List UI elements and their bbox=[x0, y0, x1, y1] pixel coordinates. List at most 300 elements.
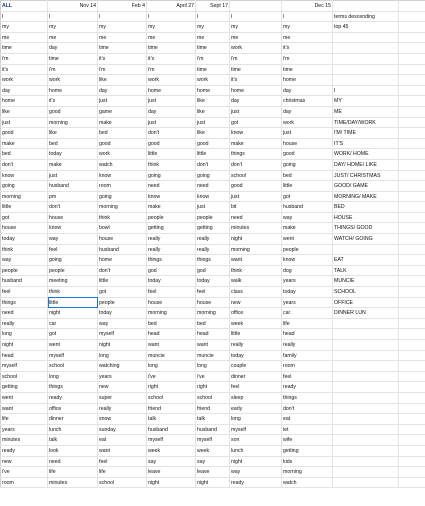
cell-B35[interactable]: school bbox=[48, 361, 98, 372]
cell-G40[interactable]: eat bbox=[282, 414, 333, 425]
cell-F7[interactable]: time bbox=[230, 64, 282, 75]
cell-C6[interactable]: it's bbox=[98, 53, 147, 64]
cell-H42[interactable] bbox=[333, 435, 399, 446]
cell-A23[interactable]: today bbox=[1, 234, 48, 245]
cell-H10[interactable]: MY bbox=[333, 96, 399, 107]
cell-E41[interactable]: husband bbox=[196, 424, 230, 435]
cell-B25[interactable]: going bbox=[48, 255, 98, 266]
cell-A22[interactable]: house bbox=[1, 223, 48, 234]
cell-A36[interactable]: school bbox=[1, 371, 48, 382]
cell-F2[interactable]: I bbox=[230, 11, 282, 22]
cell-G27[interactable]: years bbox=[282, 276, 333, 287]
cell-E30[interactable]: morning bbox=[196, 308, 230, 319]
cell-B38[interactable]: ready bbox=[48, 392, 98, 403]
cell-I1[interactable] bbox=[399, 1, 425, 12]
cell-F9[interactable]: home bbox=[230, 85, 282, 96]
cell-H33[interactable] bbox=[333, 340, 399, 351]
cell-F24[interactable]: morning bbox=[230, 244, 282, 255]
cell-G35[interactable]: room bbox=[282, 361, 333, 372]
cell-D36[interactable]: i've bbox=[147, 371, 196, 382]
cell-H29[interactable]: OFFICE bbox=[333, 297, 399, 308]
cell-A43[interactable]: ready bbox=[1, 445, 48, 456]
cell-A10[interactable]: home bbox=[1, 96, 48, 107]
cell-I7[interactable] bbox=[399, 64, 425, 75]
cell-I38[interactable] bbox=[399, 392, 425, 403]
cell-D33[interactable]: want bbox=[147, 340, 196, 351]
cell-G29[interactable]: years bbox=[282, 297, 333, 308]
cell-C20[interactable]: morning bbox=[98, 202, 147, 213]
cell-B17[interactable]: just bbox=[48, 170, 98, 181]
cell-I10[interactable] bbox=[399, 96, 425, 107]
cell-C17[interactable]: know bbox=[98, 170, 147, 181]
cell-F22[interactable]: minutes bbox=[230, 223, 282, 234]
cell-G41[interactable]: let bbox=[282, 424, 333, 435]
cell-E8[interactable]: work bbox=[196, 75, 230, 86]
cell-E12[interactable]: just bbox=[196, 117, 230, 128]
cell-G5[interactable]: it's bbox=[282, 43, 333, 54]
cell-B1[interactable]: Nov 14 bbox=[48, 1, 98, 12]
cell-C25[interactable]: home bbox=[98, 255, 147, 266]
cell-E14[interactable]: good bbox=[196, 138, 230, 149]
cell-D43[interactable]: week bbox=[147, 445, 196, 456]
cell-F33[interactable]: really bbox=[230, 340, 282, 351]
cell-I26[interactable] bbox=[399, 265, 425, 276]
cell-H32[interactable] bbox=[333, 329, 399, 340]
cell-C35[interactable]: watching bbox=[98, 361, 147, 372]
cell-E20[interactable]: just bbox=[196, 202, 230, 213]
cell-I25[interactable] bbox=[399, 255, 425, 266]
cell-E1[interactable]: Sept 17 bbox=[196, 1, 230, 12]
cell-A4[interactable]: me bbox=[1, 32, 48, 43]
cell-I19[interactable] bbox=[399, 191, 425, 202]
cell-E5[interactable]: time bbox=[196, 43, 230, 54]
cell-F39[interactable]: early bbox=[230, 403, 282, 414]
cell-B24[interactable]: feel bbox=[48, 244, 98, 255]
cell-H5[interactable] bbox=[333, 43, 399, 54]
cell-H19[interactable]: MORNING/ MAKE bbox=[333, 191, 399, 202]
cell-H46[interactable] bbox=[333, 477, 399, 488]
cell-E11[interactable]: like bbox=[196, 106, 230, 117]
cell-H16[interactable]: DAY/ HOME/ LIKE bbox=[333, 159, 399, 170]
cell-E40[interactable]: talk bbox=[196, 414, 230, 425]
cell-C40[interactable]: snow bbox=[98, 414, 147, 425]
cell-D22[interactable]: getting bbox=[147, 223, 196, 234]
cell-F38[interactable]: sleep bbox=[230, 392, 282, 403]
cell-A5[interactable]: time bbox=[1, 43, 48, 54]
cell-H3[interactable]: top 45 bbox=[333, 22, 399, 33]
cell-I43[interactable] bbox=[399, 445, 425, 456]
cell-H39[interactable] bbox=[333, 403, 399, 414]
cell-B30[interactable]: night bbox=[48, 308, 98, 319]
cell-B15[interactable]: today bbox=[48, 149, 98, 160]
cell-G17[interactable]: bed bbox=[282, 170, 333, 181]
cell-B16[interactable]: make bbox=[48, 159, 98, 170]
cell-A39[interactable]: want bbox=[1, 403, 48, 414]
cell-F30[interactable]: office bbox=[230, 308, 282, 319]
cell-G3[interactable]: my bbox=[282, 22, 333, 33]
cell-I41[interactable] bbox=[399, 424, 425, 435]
cell-C43[interactable]: want bbox=[98, 445, 147, 456]
cell-C34[interactable]: long bbox=[98, 350, 147, 361]
cell-I22[interactable] bbox=[399, 223, 425, 234]
cell-G26[interactable]: dog bbox=[282, 265, 333, 276]
cell-I21[interactable] bbox=[399, 212, 425, 223]
cell-F17[interactable]: school bbox=[230, 170, 282, 181]
cell-G22[interactable]: make bbox=[282, 223, 333, 234]
cell-B8[interactable]: work bbox=[48, 75, 98, 86]
cell-E33[interactable]: want bbox=[196, 340, 230, 351]
cell-E17[interactable]: going bbox=[196, 170, 230, 181]
cell-D1[interactable]: April 27 bbox=[147, 1, 196, 12]
cell-A32[interactable]: long bbox=[1, 329, 48, 340]
cell-G8[interactable]: home bbox=[282, 75, 333, 86]
cell-I39[interactable] bbox=[399, 403, 425, 414]
cell-H40[interactable] bbox=[333, 414, 399, 425]
cell-A38[interactable]: went bbox=[1, 392, 48, 403]
cell-A14[interactable]: make bbox=[1, 138, 48, 149]
cell-F28[interactable]: class bbox=[230, 287, 282, 298]
cell-A26[interactable]: people bbox=[1, 265, 48, 276]
cell-A44[interactable]: new bbox=[1, 456, 48, 467]
cell-I45[interactable] bbox=[399, 467, 425, 478]
cell-C22[interactable]: bowl bbox=[98, 223, 147, 234]
cell-I2[interactable] bbox=[399, 11, 425, 22]
cell-D38[interactable]: school bbox=[147, 392, 196, 403]
cell-C44[interactable]: feel bbox=[98, 456, 147, 467]
cell-G1[interactable]: Dec 15 bbox=[282, 1, 333, 12]
cell-E34[interactable]: muncie bbox=[196, 350, 230, 361]
cell-G45[interactable]: morning bbox=[282, 467, 333, 478]
cell-C10[interactable]: just bbox=[98, 96, 147, 107]
cell-H28[interactable]: SCHOOL bbox=[333, 287, 399, 298]
cell-E44[interactable]: say bbox=[196, 456, 230, 467]
cell-I15[interactable] bbox=[399, 149, 425, 160]
cell-F21[interactable]: need bbox=[230, 212, 282, 223]
cell-G16[interactable]: going bbox=[282, 159, 333, 170]
cell-H34[interactable] bbox=[333, 350, 399, 361]
cell-D40[interactable]: talk bbox=[147, 414, 196, 425]
cell-D9[interactable]: home bbox=[147, 85, 196, 96]
cell-G20[interactable]: husband bbox=[282, 202, 333, 213]
cell-I34[interactable] bbox=[399, 350, 425, 361]
cell-E32[interactable]: head bbox=[196, 329, 230, 340]
cell-G44[interactable]: kids bbox=[282, 456, 333, 467]
cell-H38[interactable] bbox=[333, 392, 399, 403]
cell-E28[interactable]: feel bbox=[196, 287, 230, 298]
cell-D14[interactable]: good bbox=[147, 138, 196, 149]
cell-F4[interactable]: me bbox=[230, 32, 282, 43]
cell-B31[interactable]: car bbox=[48, 318, 98, 329]
cell-E39[interactable]: friend bbox=[196, 403, 230, 414]
cell-G23[interactable]: went bbox=[282, 234, 333, 245]
cell-A3[interactable]: my bbox=[1, 22, 48, 33]
cell-A15[interactable]: bed bbox=[1, 149, 48, 160]
cell-G21[interactable]: way bbox=[282, 212, 333, 223]
cell-F6[interactable]: i'm bbox=[230, 53, 282, 64]
cell-F46[interactable]: ready bbox=[230, 477, 282, 488]
cell-B26[interactable]: people bbox=[48, 265, 98, 276]
cell-F45[interactable]: way bbox=[230, 467, 282, 478]
cell-F1[interactable] bbox=[230, 1, 282, 12]
cell-C5[interactable]: time bbox=[98, 43, 147, 54]
cell-D28[interactable]: feel bbox=[147, 287, 196, 298]
cell-C46[interactable]: school bbox=[98, 477, 147, 488]
cell-C30[interactable]: today bbox=[98, 308, 147, 319]
cell-C14[interactable]: good bbox=[98, 138, 147, 149]
cell-F35[interactable]: couple bbox=[230, 361, 282, 372]
cell-I44[interactable] bbox=[399, 456, 425, 467]
cell-F40[interactable]: long bbox=[230, 414, 282, 425]
cell-F15[interactable]: things bbox=[230, 149, 282, 160]
cell-I14[interactable] bbox=[399, 138, 425, 149]
cell-H1[interactable] bbox=[333, 1, 399, 12]
cell-B28[interactable]: think bbox=[48, 287, 98, 298]
cell-A6[interactable]: i'm bbox=[1, 53, 48, 64]
cell-D5[interactable]: time bbox=[147, 43, 196, 54]
cell-A18[interactable]: going bbox=[1, 181, 48, 192]
cell-F5[interactable]: work bbox=[230, 43, 282, 54]
cell-B12[interactable]: morning bbox=[48, 117, 98, 128]
cell-F44[interactable]: night bbox=[230, 456, 282, 467]
cell-H8[interactable] bbox=[333, 75, 399, 86]
cell-G4[interactable]: me bbox=[282, 32, 333, 43]
cell-G33[interactable]: really bbox=[282, 340, 333, 351]
cell-I35[interactable] bbox=[399, 361, 425, 372]
cell-E10[interactable]: like bbox=[196, 96, 230, 107]
cell-H45[interactable] bbox=[333, 467, 399, 478]
cell-A41[interactable]: years bbox=[1, 424, 48, 435]
cell-B19[interactable]: pm bbox=[48, 191, 98, 202]
cell-B6[interactable]: time bbox=[48, 53, 98, 64]
cell-D44[interactable]: say bbox=[147, 456, 196, 467]
cell-F25[interactable]: want bbox=[230, 255, 282, 266]
cell-D17[interactable]: going bbox=[147, 170, 196, 181]
cell-H11[interactable]: ME bbox=[333, 106, 399, 117]
cell-I24[interactable] bbox=[399, 244, 425, 255]
cell-D12[interactable]: just bbox=[147, 117, 196, 128]
cell-I29[interactable] bbox=[399, 297, 425, 308]
cell-I8[interactable] bbox=[399, 75, 425, 86]
cell-I23[interactable] bbox=[399, 234, 425, 245]
cell-H20[interactable]: BED bbox=[333, 202, 399, 213]
cell-D6[interactable]: it's bbox=[147, 53, 196, 64]
cell-B23[interactable]: way bbox=[48, 234, 98, 245]
cell-G43[interactable]: getting bbox=[282, 445, 333, 456]
cell-G38[interactable]: things bbox=[282, 392, 333, 403]
cell-I12[interactable] bbox=[399, 117, 425, 128]
cell-A17[interactable]: know bbox=[1, 170, 48, 181]
cell-D37[interactable]: right bbox=[147, 382, 196, 393]
cell-B9[interactable]: home bbox=[48, 85, 98, 96]
cell-C45[interactable]: life bbox=[98, 467, 147, 478]
cell-C13[interactable]: bed bbox=[98, 128, 147, 139]
cell-D2[interactable]: I bbox=[147, 11, 196, 22]
cell-D26[interactable]: god bbox=[147, 265, 196, 276]
cell-C26[interactable]: don't bbox=[98, 265, 147, 276]
cell-C7[interactable]: i'm bbox=[98, 64, 147, 75]
cell-B22[interactable]: know bbox=[48, 223, 98, 234]
cell-H7[interactable] bbox=[333, 64, 399, 75]
cell-D45[interactable]: leave bbox=[147, 467, 196, 478]
cell-B18[interactable]: husband bbox=[48, 181, 98, 192]
cell-H23[interactable]: WATCH/ GOING bbox=[333, 234, 399, 245]
cell-B41[interactable]: lunch bbox=[48, 424, 98, 435]
cell-I5[interactable] bbox=[399, 43, 425, 54]
cell-E15[interactable]: little bbox=[196, 149, 230, 160]
cell-B2[interactable]: I bbox=[48, 11, 98, 22]
cell-B20[interactable]: don't bbox=[48, 202, 98, 213]
cell-E18[interactable]: need bbox=[196, 181, 230, 192]
cell-F26[interactable]: think bbox=[230, 265, 282, 276]
cell-F43[interactable]: lunch bbox=[230, 445, 282, 456]
cell-H25[interactable]: EAT bbox=[333, 255, 399, 266]
cell-A34[interactable]: head bbox=[1, 350, 48, 361]
cell-C24[interactable]: husband bbox=[98, 244, 147, 255]
cell-G2[interactable]: I bbox=[282, 11, 333, 22]
cell-I18[interactable] bbox=[399, 181, 425, 192]
cell-A35[interactable]: myself bbox=[1, 361, 48, 372]
cell-F23[interactable]: night bbox=[230, 234, 282, 245]
cell-C18[interactable]: room bbox=[98, 181, 147, 192]
cell-E13[interactable]: like bbox=[196, 128, 230, 139]
cell-A12[interactable]: just bbox=[1, 117, 48, 128]
cell-B3[interactable]: my bbox=[48, 22, 98, 33]
cell-H36[interactable] bbox=[333, 371, 399, 382]
cell-H2[interactable]: terms descending bbox=[333, 11, 399, 22]
cell-I6[interactable] bbox=[399, 53, 425, 64]
cell-D27[interactable]: today bbox=[147, 276, 196, 287]
cell-H43[interactable] bbox=[333, 445, 399, 456]
cell-I16[interactable] bbox=[399, 159, 425, 170]
cell-C23[interactable]: house bbox=[98, 234, 147, 245]
cell-E37[interactable]: right bbox=[196, 382, 230, 393]
cell-D30[interactable]: morning bbox=[147, 308, 196, 319]
cell-E45[interactable]: leave bbox=[196, 467, 230, 478]
cell-A29[interactable]: things bbox=[1, 297, 48, 308]
cell-G10[interactable]: christmas bbox=[282, 96, 333, 107]
cell-G42[interactable]: wife bbox=[282, 435, 333, 446]
cell-D39[interactable]: friend bbox=[147, 403, 196, 414]
cell-E31[interactable]: bed bbox=[196, 318, 230, 329]
cell-A31[interactable]: really bbox=[1, 318, 48, 329]
cell-D25[interactable]: things bbox=[147, 255, 196, 266]
cell-D19[interactable]: know bbox=[147, 191, 196, 202]
cell-B5[interactable]: day bbox=[48, 43, 98, 54]
cell-B4[interactable]: me bbox=[48, 32, 98, 43]
cell-C27[interactable]: little bbox=[98, 276, 147, 287]
cell-H37[interactable] bbox=[333, 382, 399, 393]
cell-F16[interactable]: don't bbox=[230, 159, 282, 170]
cell-A9[interactable]: day bbox=[1, 85, 48, 96]
cell-F37[interactable]: feel bbox=[230, 382, 282, 393]
cell-F41[interactable]: myself bbox=[230, 424, 282, 435]
cell-E29[interactable]: house bbox=[196, 297, 230, 308]
cell-D10[interactable]: just bbox=[147, 96, 196, 107]
cell-H26[interactable]: TALK bbox=[333, 265, 399, 276]
cell-D23[interactable]: really bbox=[147, 234, 196, 245]
cell-B46[interactable]: minutes bbox=[48, 477, 98, 488]
cell-F36[interactable]: dinner bbox=[230, 371, 282, 382]
cell-G13[interactable]: just bbox=[282, 128, 333, 139]
cell-G7[interactable]: time bbox=[282, 64, 333, 75]
cell-D24[interactable]: really bbox=[147, 244, 196, 255]
cell-A28[interactable]: feel bbox=[1, 287, 48, 298]
cell-B37[interactable]: things bbox=[48, 382, 98, 393]
cell-C39[interactable]: really bbox=[98, 403, 147, 414]
cell-B29[interactable]: little bbox=[48, 297, 98, 308]
cell-D35[interactable]: long bbox=[147, 361, 196, 372]
cell-A8[interactable]: work bbox=[1, 75, 48, 86]
cell-B40[interactable]: dinner bbox=[48, 414, 98, 425]
cell-D4[interactable]: me bbox=[147, 32, 196, 43]
cell-I17[interactable] bbox=[399, 170, 425, 181]
cell-A33[interactable]: night bbox=[1, 340, 48, 351]
cell-E2[interactable]: I bbox=[196, 11, 230, 22]
cell-B42[interactable]: talk bbox=[48, 435, 98, 446]
cell-D11[interactable]: day bbox=[147, 106, 196, 117]
cell-I4[interactable] bbox=[399, 32, 425, 43]
cell-D32[interactable]: head bbox=[147, 329, 196, 340]
cell-G39[interactable]: don't bbox=[282, 403, 333, 414]
cell-C3[interactable]: my bbox=[98, 22, 147, 33]
cell-A30[interactable]: need bbox=[1, 308, 48, 319]
cell-I33[interactable] bbox=[399, 340, 425, 351]
cell-I28[interactable] bbox=[399, 287, 425, 298]
cell-G25[interactable]: know bbox=[282, 255, 333, 266]
cell-H9[interactable]: I bbox=[333, 85, 399, 96]
cell-I32[interactable] bbox=[399, 329, 425, 340]
cell-E35[interactable]: long bbox=[196, 361, 230, 372]
cell-D16[interactable]: think bbox=[147, 159, 196, 170]
cell-D20[interactable]: make bbox=[147, 202, 196, 213]
cell-B10[interactable]: it's bbox=[48, 96, 98, 107]
cell-C31[interactable]: way bbox=[98, 318, 147, 329]
cell-A42[interactable]: minutes bbox=[1, 435, 48, 446]
cell-D29[interactable]: house bbox=[147, 297, 196, 308]
cell-E43[interactable]: week bbox=[196, 445, 230, 456]
cell-E24[interactable]: really bbox=[196, 244, 230, 255]
cell-C28[interactable]: got bbox=[98, 287, 147, 298]
cell-F34[interactable]: today bbox=[230, 350, 282, 361]
cell-C32[interactable]: myself bbox=[98, 329, 147, 340]
cell-F20[interactable]: bit bbox=[230, 202, 282, 213]
cell-I30[interactable] bbox=[399, 308, 425, 319]
cell-H14[interactable]: IT'S bbox=[333, 138, 399, 149]
cell-H6[interactable] bbox=[333, 53, 399, 64]
cell-E3[interactable]: my bbox=[196, 22, 230, 33]
cell-C9[interactable]: day bbox=[98, 85, 147, 96]
cell-B32[interactable]: got bbox=[48, 329, 98, 340]
cell-H12[interactable]: TIME/DAY/WORK bbox=[333, 117, 399, 128]
cell-I31[interactable] bbox=[399, 318, 425, 329]
cell-I13[interactable] bbox=[399, 128, 425, 139]
cell-E6[interactable]: i'm bbox=[196, 53, 230, 64]
cell-B33[interactable]: went bbox=[48, 340, 98, 351]
cell-H15[interactable]: WORK/ HOME bbox=[333, 149, 399, 160]
cell-F13[interactable]: know bbox=[230, 128, 282, 139]
cell-H35[interactable] bbox=[333, 361, 399, 372]
cell-I3[interactable] bbox=[399, 22, 425, 33]
cell-I27[interactable] bbox=[399, 276, 425, 287]
cell-G30[interactable]: car bbox=[282, 308, 333, 319]
cell-E22[interactable]: getting bbox=[196, 223, 230, 234]
cell-F32[interactable]: little bbox=[230, 329, 282, 340]
cell-E19[interactable]: know bbox=[196, 191, 230, 202]
cell-G11[interactable]: day bbox=[282, 106, 333, 117]
cell-B45[interactable]: life bbox=[48, 467, 98, 478]
cell-A20[interactable]: little bbox=[1, 202, 48, 213]
cell-F29[interactable]: new bbox=[230, 297, 282, 308]
